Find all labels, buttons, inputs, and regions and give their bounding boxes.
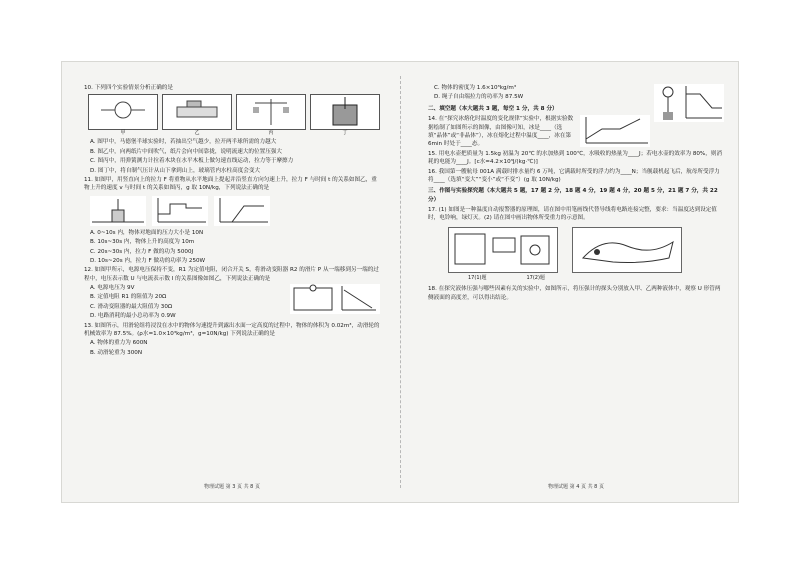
graph-jia [90, 196, 146, 226]
option-a: A. 物体的重力为 600N [90, 340, 148, 347]
option-d: D. 电路消耗的最小总功率为 0.9W [90, 313, 176, 320]
option-a: A. 图甲中，马德堡半球实验时，若抽出空气越少，拉开两半球所需的力越大 [90, 139, 277, 146]
option-b: B. 图乙中，向两纸片中间吹气，纸片会向中间靠拢，说明流速大的位置压强大 [90, 148, 282, 155]
section-2-title: 二、填空题（本大题共 3 题，每空 1 分，共 8 分） [428, 105, 558, 112]
figure-jia [88, 94, 158, 136]
figure-caption: 17(2)题 [526, 274, 545, 281]
option-c: C. 图丙中，用弹簧测力计拉着木块在水平木板上做匀速直线运动，拉力等于摩擦力 [90, 158, 294, 165]
page-4 [428, 84, 724, 489]
page-footer: 物理试题 第 4 页 共 8 页 [548, 483, 604, 489]
figure-caption: 17(1)题 [468, 274, 487, 281]
question-10: 10. 下列四个实验情景分析正确的是 [84, 85, 173, 91]
option-a: A. 0~10s 内，物体对地面的压力大小是 10N [90, 229, 204, 236]
figure-yi [162, 94, 232, 136]
figure-caption: 丙 [268, 129, 274, 136]
q10-figures [88, 94, 380, 136]
option-b: B. 10s~30s 内，物体上升的高度为 10m [90, 239, 195, 246]
figure-caption: 丁 [342, 129, 348, 136]
object-figure [572, 227, 682, 273]
graph-bing [214, 196, 270, 226]
question-12: 12. 如图甲所示，电源电压保持不变，R1 为定值电阻，闭合开关 S，将滑动变阻器 R2 的滑片 P 从一端移到另一端的过程中，电压表示数 U 与电流表示数 I 的关系图像如图乙，下列说法正确的是 [84, 267, 379, 282]
figure-captions [468, 275, 724, 283]
question-18: 18. 在探究液体压强与哪些因素有关的实验中，如图所示，将压强计的探头分别放入甲、乙两种液体中，观察 U 形管两侧液面的高度差，可以得出结论。 [428, 286, 721, 301]
option-d: D. 绳子自由端拉力的功率为 87.5W [434, 94, 524, 101]
exam-sheet [62, 62, 738, 502]
option-a: A. 电源电压为 9V [90, 285, 135, 292]
q11-graphs [90, 196, 380, 226]
figure-bing [236, 94, 306, 136]
question-17: 17. (1) 如图是一种温度自动报警器的原理图，请在图中用笔画线代替导线将电路连接完整，要求：当温度达到设定值时，电铃响，绿灯灭。(2) 请在图中画出物体所受重力的示意图。 [428, 207, 717, 222]
question-16: 16. 我国第一艘航母 001A 满载时排水量约 6 万吨，它满载时所受的浮力约为____N；当舰载机起飞后，航母所受浮力将____（选填“变大”“变小”或“不变”）(g 取 10N/kg) [428, 168, 720, 183]
question-14: 14. 在“探究冰熔化时温度的变化规律”实验中，根据实验数据绘制了如图所示的图像，由图像可知，冰是____（选填“晶体”或“非晶体”），冰在熔化过程中温度____，冰在第 6min 时处于____态。 [428, 116, 574, 148]
figure-caption: 乙 [194, 129, 200, 136]
option-c: C. 滑动变阻器的最大阻值为 30Ω [90, 303, 173, 310]
section-3-title: 三、作图与实验探究题（本大题共 5 题，17 题 2 分，18 题 4 分，19 题 4 分，20 题 5 分，21 题 7 分，共 22 分） [428, 188, 718, 203]
option-d: D. 10s~20s 内，拉力 F 做功的功率为 250W [90, 257, 206, 264]
question-11: 11. 如图甲，用竖直向上的拉力 F 将重物从水平地面上提起并沿竖直方向匀速上升，拉力 F 与时间 t 的关系如图乙，重物上升的速度 v 与时间 t 的关系如图丙，g 取 10N/kg，下列说法正确的是 [84, 176, 377, 192]
option-c: C. 物体的密度为 1.6×10³kg/m³ [434, 85, 517, 91]
figure-caption: 甲 [120, 129, 126, 136]
option-b: B. 动滑轮重为 300N [90, 349, 143, 356]
q17-figures [448, 227, 724, 273]
graph-yi [152, 196, 208, 226]
page-3 [84, 84, 380, 489]
question-15: 15. 用电水壶把质量为 1.5kg 初温为 20℃ 的水加热到 100℃，水吸收的热量为____J；若电水壶的效率为 80%，则消耗的电能为____J。[c水=4.2×10³J/(kg·℃)] [428, 150, 723, 166]
question-13: 13. 如图所示，用滑轮组将浸没在水中的物体匀速提升到露出水面一定高度的过程中，物体的体积为 0.02m³，动滑轮的机械效率为 87.5%。(ρ水=1.0×10³kg/m³，g=10N/kg) 下列说法正确的是 [84, 322, 380, 338]
figure-ding [310, 94, 380, 136]
pulley-figure [654, 84, 724, 122]
melting-graph [580, 115, 650, 147]
option-b: B. 定值电阻 R1 的阻值为 20Ω [90, 294, 167, 301]
page-divider [400, 76, 401, 488]
alarm-circuit-figure [448, 227, 558, 273]
option-c: C. 20s~30s 内，拉力 F 做的功为 5000J [90, 248, 194, 255]
page-footer: 物理试题 第 3 页 共 8 页 [204, 483, 260, 489]
circuit-figure [290, 284, 380, 314]
option-d: D. 图丁中，将自制气压计从山下拿到山上，玻璃管内水柱高度会变大 [90, 167, 261, 174]
